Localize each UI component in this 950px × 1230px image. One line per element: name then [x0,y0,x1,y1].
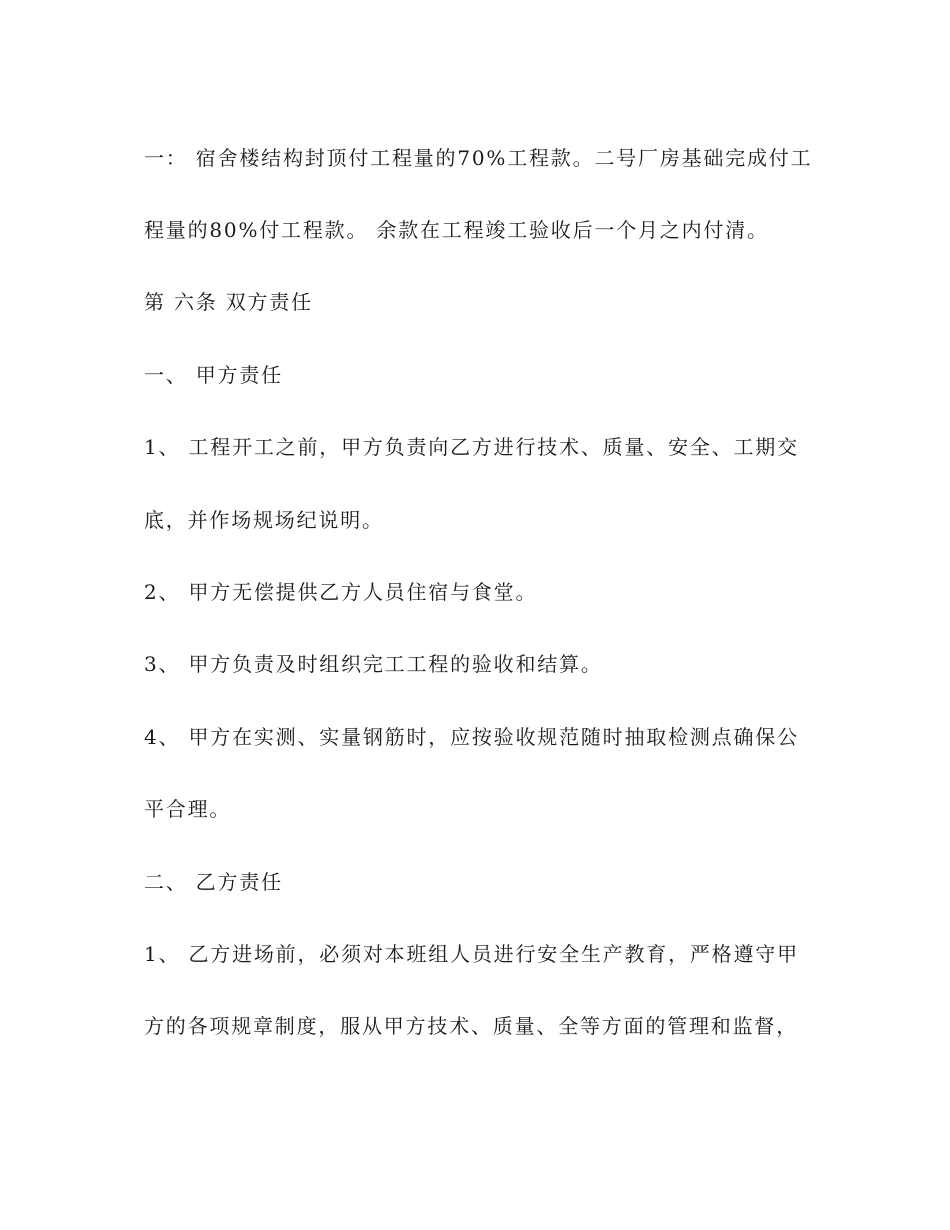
party-a-item-2: 2、 甲方无偿提供乙方人员住宿与食堂。 [144,580,538,604]
party-a-item-4-line-1: 4、 甲方在实测、实量钢筋时，应按验收规范随时抽取检测点确保公 [144,725,799,749]
party-b-item-1-line-2: 方的各项规章制度，服从甲方技术、质量、全等方面的管理和监督， [144,1014,798,1038]
article-heading: 第 六条 双方责任 [144,290,313,314]
paragraph-payment-terms-line-1: 一： 宿舍楼结构封顶付工程量的70%工程款。二号厂房基础完成付工 [144,146,813,170]
party-a-item-4-line-2: 平合理。 [144,797,232,821]
section-heading-party-b: 二、 乙方责任 [144,870,283,894]
section-heading-party-a: 一、 甲方责任 [144,363,283,387]
paragraph-payment-terms-line-2: 程量的80%付工程款。 余款在工程竣工验收后一个月之内付清。 [144,218,769,242]
party-a-item-3: 3、 甲方负责及时组织完工工程的验收和结算。 [144,652,603,676]
party-a-item-1-line-2: 底，并作场规场纪说明。 [144,508,384,532]
party-b-item-1-line-1: 1、 乙方进场前，必须对本班组人员进行安全生产教育，严格遵守甲 [144,942,799,966]
party-a-item-1-line-1: 1、 工程开工之前，甲方负责向乙方进行技术、质量、安全、工期交 [144,435,799,459]
